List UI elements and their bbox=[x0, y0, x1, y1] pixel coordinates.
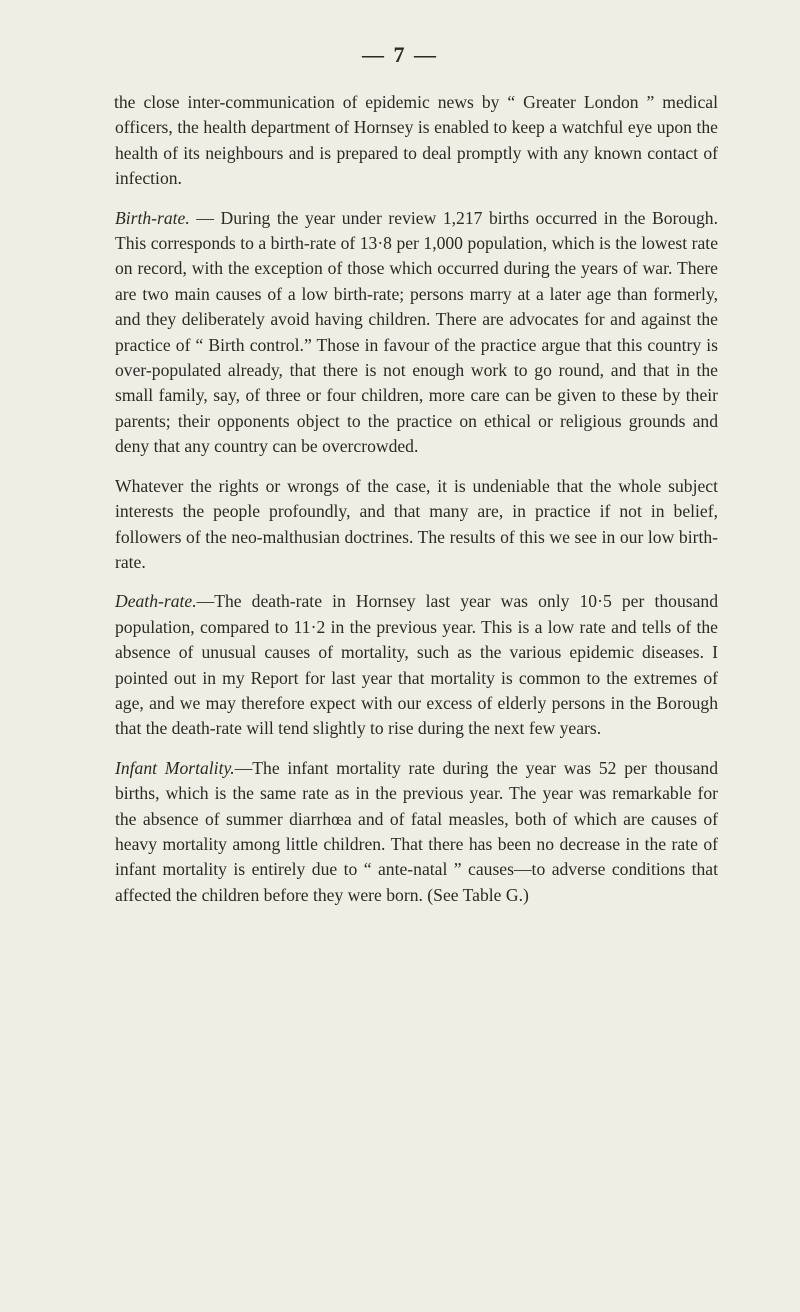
paragraph-continuation bbox=[115, 90, 718, 192]
paragraph-infant-mortality bbox=[115, 756, 718, 908]
paragraph-text: — During the year under review 1,217 births occurred in the Borough. This corresponds to a birth-rate of 13·8 per 1,000 population, which is the lowest rate on record, with the exception of those which occurred during the years of war. There are two main causes of a low birth-rate; persons marry at a later age than formerly, and they deliberately avoid having children. There are advocates for and against the practice of “ Birth control.” Those in favour of the practice argue that this country is over-populated already, that there is not enough work to go round, and that in the small family, say, of three or four children, more care can be given to these by their parents; their opponents object to the practice on ethical or religious grounds and deny that any country can be overcrowded. bbox=[115, 207, 718, 457]
section-heading-birth-rate: Birth-rate. bbox=[115, 207, 190, 228]
body-text bbox=[115, 90, 718, 922]
paragraph-text: —The infant mortality rate during the year was 52 per thousand births, which is the same rate as in the previous year. The year was remarkable for the absence of summer diarrhœa and of fatal measles, both of which are causes of heavy mortality among little children. That there has been no decrease in the rate of infant mortality is entirely due to “ ante-natal ” causes—to adverse conditions that affected the children before they were born. (See Table G.) bbox=[115, 757, 719, 905]
paragraph-death-rate bbox=[115, 589, 718, 741]
page-number: — 7 — bbox=[362, 42, 438, 67]
paragraph-text: —The death-rate in Hornsey last year was only 10·5 per thousand population, compared to 11·2 in the previous year. This is a low rate and tells of the absence of unusual causes of mortality, such as the various epidemic diseases. I pointed out in my Report for last year that mortality is common to the extremes of age, and we may therefore expect with our excess of elderly persons in the Borough that the death-rate will tend slightly to rise during the next few years. bbox=[115, 591, 718, 739]
section-heading-infant-mortality: Infant Mortality. bbox=[115, 757, 235, 778]
paragraph-text: the close inter-communication of epidemic news by “ Greater London ” medical officers, the health department of Hornsey is enabled to keep a watchful eye upon the health of its neighbours and is prepared to deal promptly with any known contact of infection. bbox=[114, 92, 718, 189]
paragraph-text: Whatever the rights or wrongs of the case, it is undeniable that the whole subject interests the people profoundly, and that many are, in practice if not in belief, followers of the neo-malthusian doctrines. The results of this we see in our low birth-rate. bbox=[115, 475, 718, 572]
paragraph-whatever bbox=[115, 474, 718, 576]
paragraph-birth-rate bbox=[115, 206, 718, 460]
section-heading-death-rate: Death-rate. bbox=[115, 591, 197, 612]
